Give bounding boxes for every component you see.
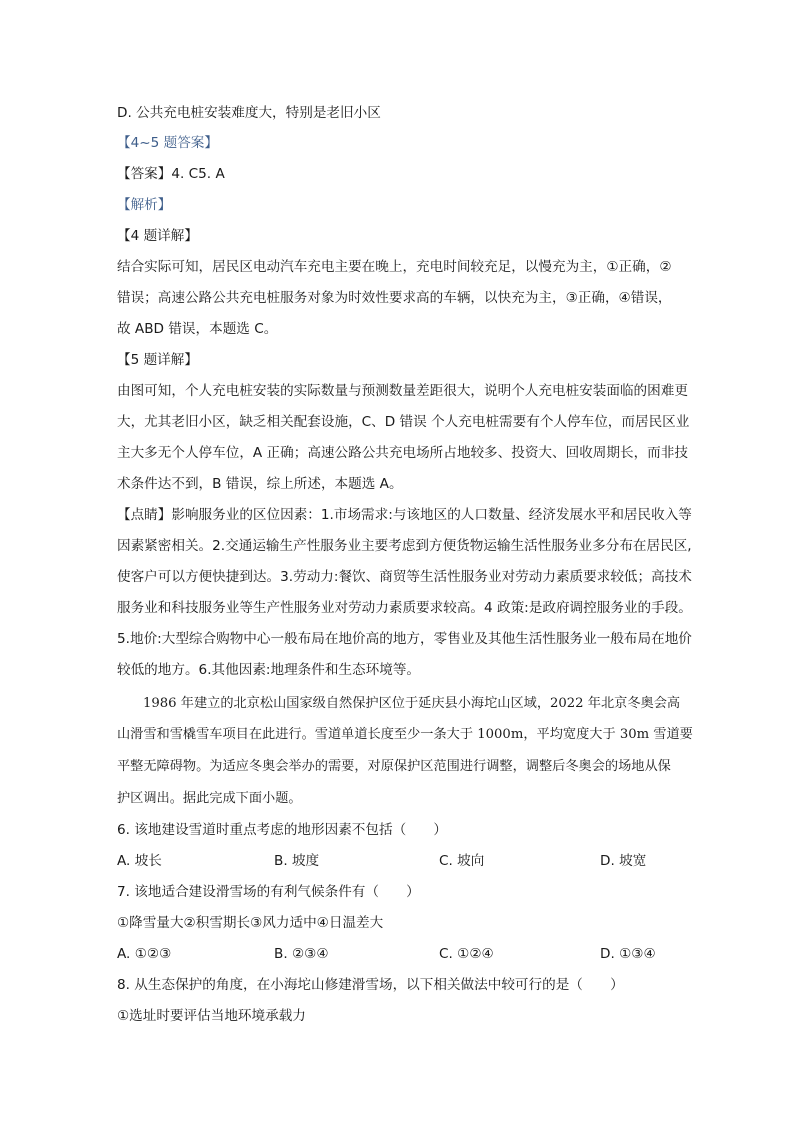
q5-detail-header: 【5 题详解】 [117, 352, 198, 368]
answer-line: 【答案】4. C5. A [117, 166, 225, 182]
key-point-text-2: 因素紧密相关。2.交通运输生产性服务业主要考虑到方便货物运输生活性服务业多分布在居民区, [117, 538, 692, 554]
q7-option-a[interactable]: A. ①②③ [117, 946, 172, 962]
q5-detail-text-2: 大，尤其老旧小区，缺乏相关配套设施，C、D 错误 个人充电桩需要有个人停车位，而居民区业 [117, 414, 690, 430]
option-d-line: D. 公共充电桩安装难度大，特别是老旧小区 [117, 105, 381, 121]
q7-option-b[interactable]: B. ②③④ [274, 946, 329, 962]
passage-text-1: 1986 年建立的北京松山国家级自然保护区位于延庆县小海坨山区域，2022 年北京冬奥会高 [143, 696, 681, 711]
question-6-stem: 6. 该地建设雪道时重点考虑的地形因素不包括（ ） [117, 822, 447, 838]
q4-detail-text-2: 错误；高速公路公共充电桩服务对象为时效性要求高的车辆，以快充为主，③正确，④错误， [117, 290, 672, 306]
q7-statements: ①降雪量大②积雪期长③风力适中④日温差大 [117, 915, 384, 931]
q4-detail-header: 【4 题详解】 [117, 228, 198, 244]
key-point-text-6: 较低的地方。6.其他因素:地理条件和生态环境等。 [117, 662, 421, 678]
q6-option-a[interactable]: A. 坡长 [117, 853, 162, 869]
question-8-stem: 8. 从生态保护的角度，在小海坨山修建滑雪场，以下相关做法中较可行的是（ ） [117, 977, 624, 993]
q8-statement-1: ①选址时要评估当地环境承载力 [117, 1008, 306, 1024]
q6-option-d[interactable]: D. 坡宽 [600, 853, 647, 869]
analysis-header: 【解析】 [117, 197, 172, 213]
answer-section-header: 【4~5 题答案】 [117, 135, 218, 151]
passage-text-2: 山滑雪和雪橇雪车项目在此进行。雪道单道长度至少一条大于 1000m，平均宽度大于 30m 雪道要 [117, 727, 693, 742]
q5-detail-text-1: 由图可知，个人充电桩安装的实际数量与预测数量差距很大，说明个人充电桩安装面临的困难更 [117, 383, 688, 399]
question-7-stem: 7. 该地适合建设滑雪场的有利气候条件有（ ） [117, 884, 420, 900]
key-point-text-4: 服务业和科技服务业等生产性服务业对劳动力素质要求较高。4 政策:是政府调控服务业的手段。 [117, 600, 692, 616]
passage-text-4: 护区调出。据此完成下面小题。 [117, 791, 302, 806]
key-point-text-5: 5.地价:大型综合购物中心一般布局在地价高的地方，零售业及其他生活性服务业一般布局在地价 [117, 631, 692, 647]
key-point-text-1: 【点睛】影响服务业的区位因素：1.市场需求:与该地区的人口数量、经济发展水平和居民收入等 [117, 507, 692, 523]
q5-detail-text-4: 术条件达不到，B 错误，综上所述，本题选 A。 [117, 476, 403, 492]
key-point-text-3: 使客户可以方便快捷到达。3.劳动力:餐饮、商贸等生活性服务业对劳动力素质要求较低；高技术 [117, 569, 692, 585]
q7-option-d[interactable]: D. ①③④ [600, 946, 656, 962]
q7-option-c[interactable]: C. ①②④ [439, 946, 494, 962]
q6-option-b[interactable]: B. 坡度 [274, 853, 320, 869]
q4-detail-text-3: 故 ABD 错误，本题选 C。 [117, 321, 278, 337]
q5-detail-text-3: 主大多无个人停车位，A 正确；高速公路公共充电场所占地较多、投资大、回收周期长，而非技 [117, 445, 688, 461]
passage-text-3: 平整无障碍物。为适应冬奥会举办的需要，对原保护区范围进行调整，调整后冬奥会的场地从保 [117, 759, 671, 774]
q6-option-c[interactable]: C. 坡向 [439, 853, 485, 869]
q4-detail-text-1: 结合实际可知，居民区电动汽车充电主要在晚上，充电时间较充足，以慢充为主，①正确，② [117, 259, 672, 275]
